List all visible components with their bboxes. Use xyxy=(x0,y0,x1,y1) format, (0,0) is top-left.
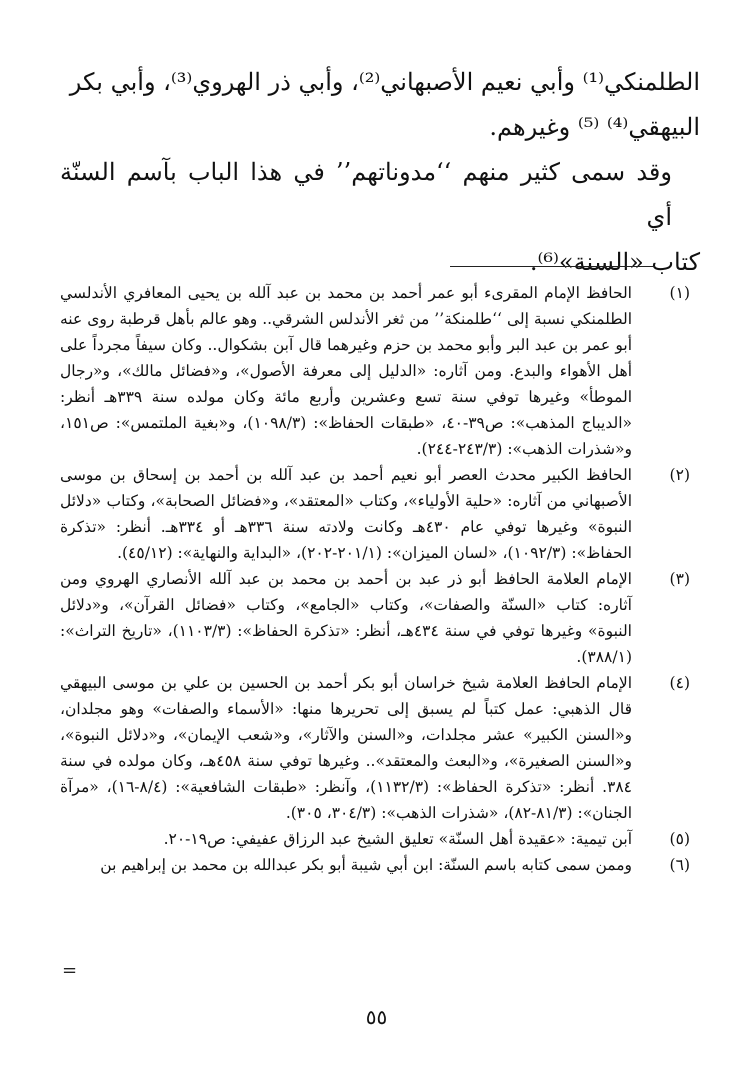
footnote-text: الحافظ الكبير محدث العصر أبو نعيم أحمد بن عبد آلله بن أحمد بن إسحاق بن موسى الأصبهاني من آثاره: «حلية الأولياء»، وكتاب «المعتقد»، و«فضائل الصحابة»، وكتاب «دلائل النبوة» وغيرها توفي عام ٤٣٠هـ وكانت ولادته سنة ٣٣٦هـ أو ٣٣٤هـ. أنظر: «تذكرة الحفاظ»: (١٠٩٢/٣)، «لسان الميزان»: (٢٠١/١-٢٠٢)، «البداية والنهاية»: (٤٥/١٢). xyxy=(60,466,632,562)
footnote-text: الإمام الحافظ العلامة شيخ خراسان أبو بكر أحمد بن الحسين بن علي بن موسى البيهقي قال الذهبي: عمل كتباً لم يسبق إلى تحريرها منها: «الأسماء والصفات» وهو مجلدان، و«السنن الكبير» عشر مجلدات، و«السنن والآثار»، و«شعب الإيمان»، و«دلائل النبوة»، و«السنن الصغيرة»، و«البعث والمعتقد».. وغيرها توفي سنة ٤٥٨هـ، وكان مولده في سنة ٣٨٤. أنظر: «تذكرة الحفاظ»: (١١٣٢/٣)، وآنظر: «طبقات الشافعية»: (٨/٤-١٦)، «مرآة الجنان»: (٨١/٣-٨٢)، «شذرات الذهب»: (٣٠٤/٣، ٣٠٥). xyxy=(60,674,632,822)
footnote-number: (٤) xyxy=(669,674,690,692)
footnote xyxy=(60,280,690,462)
main-text-line: الطلمنكي⁽¹⁾ وأبي نعيم الأصبهاني⁽²⁾، وأبي ذر الهروي⁽³⁾، وأبي بكر xyxy=(69,68,700,96)
footnote-text: وممن سمى كتابه باسم السنّة: ابن أبي شيبة أبو بكر عبدالله بن محمد بن إبراهيم بن xyxy=(100,856,632,874)
footnote-number: (٦) xyxy=(669,856,690,874)
footnote-number: (٢) xyxy=(669,466,690,484)
main-text-line: البيهقي⁽⁴⁾ ⁽⁵⁾ وغيرهم. xyxy=(489,113,700,141)
main-text-block xyxy=(60,60,700,285)
footnote xyxy=(60,826,690,852)
footnote xyxy=(60,566,690,670)
footnote xyxy=(60,852,690,878)
footnote-separator xyxy=(450,266,655,267)
footnote-text: آبن تيمية: «عقيدة أهل السنّة» تعليق الشيخ عبد الرزاق عفيفي: ص١٩-٢٠. xyxy=(163,830,632,848)
footnote-number: (٥) xyxy=(669,830,690,848)
footnotes-block xyxy=(60,280,690,878)
footnote xyxy=(60,462,690,566)
continuation-mark: = xyxy=(62,960,78,981)
footnote-text: الإمام العلامة الحافظ أبو ذر عبد بن أحمد بن محمد بن عبد آلله الأنصاري الهروي ومن آثاره: كتاب «السنّة والصفات»، وكتاب «الجامع»، وكتاب «فضائل القرآن»، و«دلائل النبوة» وغيرها توفي في سنة ٤٣٤هـ، أنظر: «تذكرة الحفاظ»: (١١٠٣/٣)، «تاريخ التراث»: (٣٨٨/١). xyxy=(60,570,632,666)
main-text-line: وقد سمى كثير منهم ‘‘مدوناتهم’’ في هذا الباب بآسم السنّة أي xyxy=(60,158,672,231)
main-text-line: كتاب «السنة»⁽⁶⁾. xyxy=(529,248,700,276)
footnote xyxy=(60,670,690,826)
footnote-text: الحافظ الإمام المقرىء أبو عمر أحمد بن محمد بن عبد آلله بن يحيى المعافري الأندلسي الطلمنكي نسبة إلى ‘‘طلمنكة’’ من ثغر الأندلس الشرقي.. وهو عالم بأهل قرطبة روى عنه أبو عمر بن عبد البر وأبو محمد بن حزم وغيرهما قال آبن بشكوال.. وكان سيفاً مجرداً على أهل الأهواء والبدع. ومن آثاره: «الدليل إلى معرفة الأصول»، و«فضائل مالك»، و«رجال الموطأ» وغيرها توفي سنة تسع وعشرين وأربع مائة وكان مولده سنة ٣٣٩هـ أنظر: «الديباج المذهب»: ص٣٩-٤٠، «طبقات الحفاظ»: (١٠٩٨/٣)، و«بغية الملتمس»: ص١٥١، و«شذرات الذهب»: (٢٤٣/٣-٢٤٤). xyxy=(60,284,632,458)
footnote-number: (٣) xyxy=(669,570,690,588)
page-number: ٥٥ xyxy=(365,1005,388,1029)
footnote-number: (١) xyxy=(669,284,690,302)
